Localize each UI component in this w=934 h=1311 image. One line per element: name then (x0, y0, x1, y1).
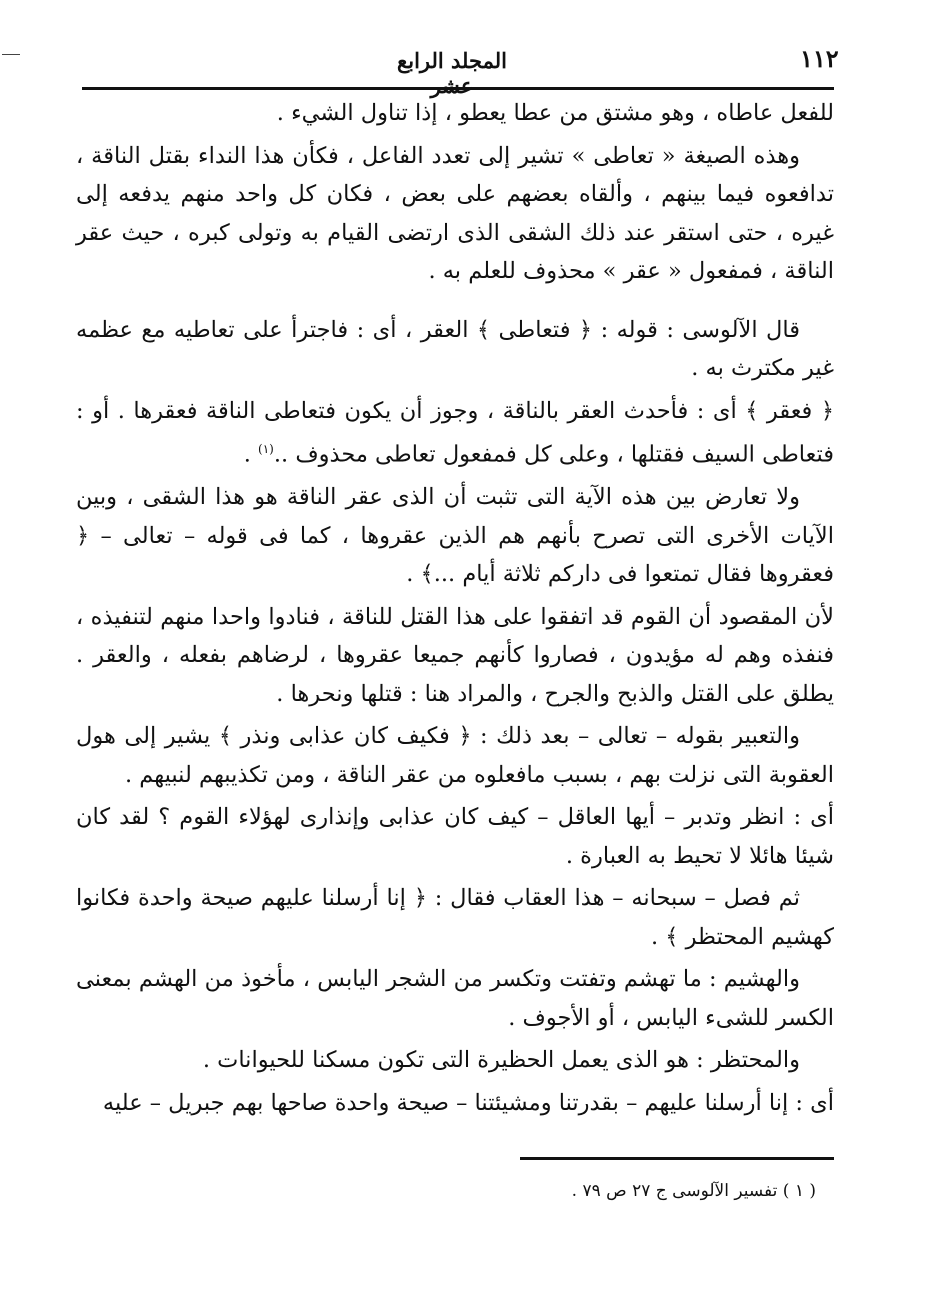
paragraph-3: قال الآلوسى : قوله : ﴿ فتعاطى ﴾ العقر ، أى : فاجترأ على تعاطيه مع عظمه غير مكترث به . (76, 316, 834, 381)
page-header (82, 44, 839, 98)
footnote-rule (520, 1157, 834, 1160)
paragraph-4-text: ﴿ فعقر ﴾ أى : فأحدث العقر بالناقة ، وجوز أن يكون فتعاطى الناقة فعقرها . أو : فتعاطى السيف فقتلها ، وعلى كل فمفعول تعاطى محذوف .. (76, 397, 834, 468)
page-number: ١١٢ (800, 44, 839, 73)
paragraph-4 (76, 392, 834, 475)
running-title: المجلد الرابع عشر (397, 48, 507, 98)
paragraph-6: لأن المقصود أن القوم قد اتفقوا على هذا القتل للناقة ، فنادوا واحدا منهم لتنفيذه ، فنفذه وهم له مؤيدون ، فصاروا كأنهم جميعا عقروها ، لرضاهم بفعله ، والعقر . يطلق على القتل والذبح والجرح ، والمراد هنا : قتلها ونحرها . (76, 603, 834, 707)
paragraph-9: ثم فصل – سبحانه – هذا العقاب فقال : ﴿ إنا أرسلنا عليهم صيحة واحدة فكانوا كهشيم المحتظر ﴾ . (76, 885, 834, 950)
paragraph-7: والتعبير بقوله – تعالى – بعد ذلك : ﴿ فكيف كان عذابى ونذر ﴾ يشير إلى هول العقوبة التى نزلت بهم ، بسبب مافعلوه من عقر الناقة ، ومن تكذيبهم لنبيهم . (76, 723, 834, 788)
scan-edge-mark (2, 54, 20, 55)
paragraph-10: والهشيم : ما تهشم وتفتت وتكسر من الشجر اليابس ، مأخوذ من الهشم بمعنى الكسر للشىء اليابس ، أو الأجوف . (76, 966, 834, 1031)
paragraph-4-tail: . (243, 441, 259, 468)
paragraph-5: ولا تعارض بين هذه الآية التى تثبت أن الذى عقر الناقة هو هذا الشقى ، وبين الآيات الأخرى التى تصرح بأنهم هم الذين عقروها ، كما فى قوله – تعالى – ﴿ فعقروها فقال تمتعوا فى داركم ثلاثة أيام ...﴾ . (76, 484, 834, 587)
header-rule (82, 87, 834, 90)
page-body (76, 94, 834, 1122)
footnote-reference: (١) (258, 442, 274, 456)
paragraph-11: والمحتظر : هو الذى يعمل الحظيرة التى تكون مسكنا للحيوانات . (202, 1047, 800, 1073)
paragraph-8: أى : انظر وتدبر – أيها العاقل – كيف كان عذابى وإنذارى لهؤلاء القوم ؟ لقد كان شيئا هائلا لا تحيط به العبارة . (76, 804, 834, 869)
paragraph-1: للفعل عاطاه ، وهو مشتق من عطا يعطو ، إذا تناول الشيء . (276, 100, 834, 126)
paragraph-2: وهذه الصيغة « تعاطى » تشير إلى تعدد الفاعل ، فكأن هذا النداء بقتل الناقة ، تدافعوه فيما بينهم ، وألقاه بعضهم على بعض ، فكان كل واحد منهم يدفعه إلى غيره ، حتى استقر عند ذلك الشقى الذى ارتضى القيام به وتولى كبره ، حيث عقر الناقة ، فمفعول « عقر » محذوف للعلم به . (76, 142, 834, 284)
footnote: ( ١ ) تفسير الآلوسى ج ٢٧ ص ٧٩ . (571, 1181, 816, 1201)
paragraph-12: أى : إنا أرسلنا عليهم – بقدرتنا ومشيئتنا – صيحة واحدة صاحها بهم جبريل – عليه (102, 1089, 834, 1116)
